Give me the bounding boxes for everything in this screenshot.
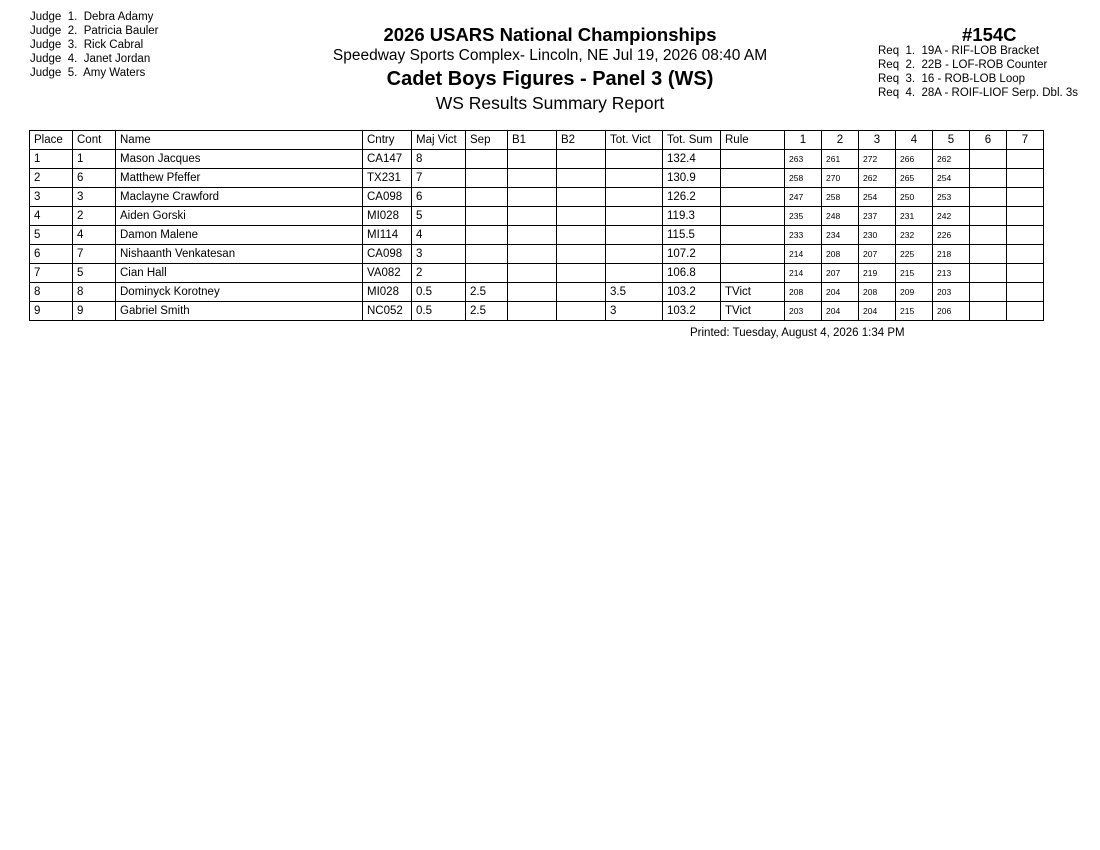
cell-cntry: MI028 — [363, 283, 412, 302]
cell-maj-vict: 3 — [412, 245, 466, 264]
cell-judge-2-score: 204 — [822, 283, 859, 302]
table-row — [30, 245, 1044, 264]
cell-place: 8 — [30, 283, 73, 302]
cell-judge-7-score — [1007, 302, 1044, 321]
event-number: #154C — [962, 24, 1017, 45]
cell-b2 — [557, 264, 606, 283]
event-title: Cadet Boys Figures - Panel 3 (WS) — [386, 68, 714, 90]
cell-judge-4-score: 266 — [896, 150, 933, 169]
cell-rule — [721, 150, 785, 169]
col-header-b1: B1 — [508, 131, 557, 150]
cell-b2 — [557, 150, 606, 169]
cell-judge-2-score: 208 — [822, 245, 859, 264]
cell-judge-2-score: 207 — [822, 264, 859, 283]
judge-name: Amy Waters — [83, 67, 146, 79]
cell-judge-2-score: 261 — [822, 150, 859, 169]
cell-b2 — [557, 169, 606, 188]
judge-number: 5. — [67, 67, 78, 79]
cell-judge-7-score — [1007, 169, 1044, 188]
cell-b1 — [508, 264, 557, 283]
judge-label: Judge — [30, 25, 62, 37]
cell-b1 — [508, 245, 557, 264]
col-header-b2: B2 — [557, 131, 606, 150]
cell-judge-7-score — [1007, 283, 1044, 302]
cell-judge-3-score: 254 — [859, 188, 896, 207]
cell-rule — [721, 226, 785, 245]
cell-name: Cian Hall — [116, 264, 363, 283]
cell-cntry: MI114 — [363, 226, 412, 245]
cell-judge-2-score: 204 — [822, 302, 859, 321]
table-row — [30, 302, 1044, 321]
cell-judge-7-score — [1007, 188, 1044, 207]
cell-tot-vict — [606, 245, 663, 264]
cell-tot-vict: 3 — [606, 302, 663, 321]
judge-line — [30, 10, 159, 24]
cell-cntry: TX231 — [363, 169, 412, 188]
cell-tot-vict — [606, 150, 663, 169]
requirement-line: Req 1. 19A - RIF-LOB Bracket — [878, 45, 1040, 57]
cell-tot-sum: 103.2 — [663, 283, 721, 302]
cell-place: 1 — [30, 150, 73, 169]
cell-tot-vict: 3.5 — [606, 283, 663, 302]
cell-judge-3-score: 237 — [859, 207, 896, 226]
cell-place: 4 — [30, 207, 73, 226]
judge-label: Judge — [30, 67, 62, 79]
cell-sep — [466, 207, 508, 226]
cell-judge-5-score: 262 — [933, 150, 970, 169]
cell-judge-1-score: 208 — [785, 283, 822, 302]
cell-tot-sum: 115.5 — [663, 226, 721, 245]
judges-list — [30, 10, 159, 80]
judge-line — [30, 52, 159, 66]
col-header-cont: Cont — [73, 131, 116, 150]
table-row — [30, 188, 1044, 207]
col-header-judge-7: 7 — [1007, 131, 1044, 150]
report-title: WS Results Summary Report — [435, 93, 665, 113]
cell-judge-1-score: 263 — [785, 150, 822, 169]
cell-cntry: MI028 — [363, 207, 412, 226]
cell-b1 — [508, 207, 557, 226]
cell-place: 5 — [30, 226, 73, 245]
cell-maj-vict: 0.5 — [412, 283, 466, 302]
cell-name: Damon Malene — [116, 226, 363, 245]
cell-name: Matthew Pfeffer — [116, 169, 363, 188]
cell-judge-1-score: 235 — [785, 207, 822, 226]
cell-cont: 5 — [73, 264, 116, 283]
judge-name: Janet Jordan — [83, 53, 151, 65]
cell-tot-sum: 119.3 — [663, 207, 721, 226]
cell-cont: 3 — [73, 188, 116, 207]
requirement-line: Req 4. 28A - ROIF-LIOF Serp. Dbl. 3s — [878, 87, 1079, 99]
table-row — [30, 207, 1044, 226]
cell-judge-6-score — [970, 264, 1007, 283]
cell-judge-7-score — [1007, 226, 1044, 245]
col-header-judge-4: 4 — [896, 131, 933, 150]
cell-b2 — [557, 283, 606, 302]
cell-b1 — [508, 169, 557, 188]
cell-judge-1-score: 214 — [785, 245, 822, 264]
cell-cont: 8 — [73, 283, 116, 302]
cell-sep — [466, 264, 508, 283]
cell-sep: 2.5 — [466, 283, 508, 302]
cell-judge-1-score: 233 — [785, 226, 822, 245]
cell-judge-1-score: 258 — [785, 169, 822, 188]
table-header-row — [30, 131, 1044, 150]
cell-sep — [466, 169, 508, 188]
cell-judge-7-score — [1007, 150, 1044, 169]
col-header-sep: Sep — [466, 131, 508, 150]
requirements-list — [878, 44, 1078, 100]
col-header-name: Name — [116, 131, 363, 150]
cell-judge-5-score: 253 — [933, 188, 970, 207]
col-header-judge-3: 3 — [859, 131, 896, 150]
cell-tot-sum: 132.4 — [663, 150, 721, 169]
cell-b2 — [557, 302, 606, 321]
table-row — [30, 283, 1044, 302]
cell-maj-vict: 4 — [412, 226, 466, 245]
col-header-judge-2: 2 — [822, 131, 859, 150]
cell-judge-3-score: 262 — [859, 169, 896, 188]
table-row — [30, 226, 1044, 245]
cell-judge-6-score — [970, 169, 1007, 188]
cell-judge-2-score: 234 — [822, 226, 859, 245]
cell-judge-6-score — [970, 188, 1007, 207]
table-row — [30, 150, 1044, 169]
cell-tot-sum: 103.2 — [663, 302, 721, 321]
col-header-cntry: Cntry — [363, 131, 412, 150]
cell-judge-4-score: 265 — [896, 169, 933, 188]
cell-judge-3-score: 207 — [859, 245, 896, 264]
col-header-place: Place — [30, 131, 73, 150]
cell-sep — [466, 150, 508, 169]
cell-rule — [721, 264, 785, 283]
cell-judge-6-score — [970, 207, 1007, 226]
col-header-judge-5: 5 — [933, 131, 970, 150]
cell-cont: 7 — [73, 245, 116, 264]
cell-judge-3-score: 230 — [859, 226, 896, 245]
cell-tot-sum: 130.9 — [663, 169, 721, 188]
judge-line — [30, 38, 159, 52]
cell-place: 2 — [30, 169, 73, 188]
cell-tot-sum: 126.2 — [663, 188, 721, 207]
cell-judge-2-score: 258 — [822, 188, 859, 207]
judge-number: 4. — [67, 53, 78, 65]
championship-title: 2026 USARS National Championships — [383, 24, 717, 45]
cell-maj-vict: 6 — [412, 188, 466, 207]
col-header-maj-vict: Maj Vict — [412, 131, 466, 150]
cell-judge-3-score: 272 — [859, 150, 896, 169]
col-header-judge-1: 1 — [785, 131, 822, 150]
cell-tot-vict — [606, 207, 663, 226]
cell-sep — [466, 188, 508, 207]
cell-b1 — [508, 226, 557, 245]
cell-rule — [721, 188, 785, 207]
cell-cont: 4 — [73, 226, 116, 245]
cell-sep — [466, 226, 508, 245]
judge-label: Judge — [30, 53, 62, 65]
cell-name: Dominyck Korotney — [116, 283, 363, 302]
cell-judge-1-score: 203 — [785, 302, 822, 321]
requirement-line: Req 3. 16 - ROB-LOB Loop — [878, 73, 1026, 85]
cell-judge-6-score — [970, 283, 1007, 302]
printed-timestamp: Printed: Tuesday, August 4, 2026 1:34 PM — [690, 327, 905, 339]
judge-number: 1. — [67, 11, 78, 23]
cell-judge-5-score: 206 — [933, 302, 970, 321]
cell-rule: TVict — [721, 283, 785, 302]
col-header-rule: Rule — [721, 131, 785, 150]
cell-judge-3-score: 204 — [859, 302, 896, 321]
cell-b1 — [508, 283, 557, 302]
cell-cntry: NC052 — [363, 302, 412, 321]
results-body — [30, 150, 1044, 321]
judge-number: 2. — [67, 25, 78, 37]
venue-date-line: Speedway Sports Complex- Lincoln, NE Jul 19, 2026 08:40 AM — [332, 47, 768, 64]
cell-tot-sum: 106.8 — [663, 264, 721, 283]
judge-name: Patricia Bauler — [83, 25, 159, 37]
cell-judge-4-score: 231 — [896, 207, 933, 226]
cell-cntry: VA082 — [363, 264, 412, 283]
table-row — [30, 169, 1044, 188]
cell-cntry: CA147 — [363, 150, 412, 169]
cell-rule — [721, 169, 785, 188]
judge-number: 3. — [67, 39, 78, 51]
judge-label: Judge — [30, 39, 62, 51]
cell-tot-vict — [606, 188, 663, 207]
col-header-judge-6: 6 — [970, 131, 1007, 150]
cell-cont: 2 — [73, 207, 116, 226]
cell-maj-vict: 8 — [412, 150, 466, 169]
cell-judge-5-score: 226 — [933, 226, 970, 245]
cell-b2 — [557, 226, 606, 245]
judge-name: Rick Cabral — [83, 39, 144, 51]
cell-judge-1-score: 214 — [785, 264, 822, 283]
judge-line — [30, 66, 159, 80]
cell-name: Maclayne Crawford — [116, 188, 363, 207]
requirement-line: Req 2. 22B - LOF-ROB Counter — [878, 59, 1048, 71]
cell-judge-4-score: 215 — [896, 302, 933, 321]
cell-cont: 1 — [73, 150, 116, 169]
cell-maj-vict: 2 — [412, 264, 466, 283]
cell-judge-7-score — [1007, 245, 1044, 264]
cell-judge-5-score: 254 — [933, 169, 970, 188]
cell-maj-vict: 0.5 — [412, 302, 466, 321]
cell-b2 — [557, 188, 606, 207]
cell-b2 — [557, 207, 606, 226]
cell-tot-vict — [606, 226, 663, 245]
cell-judge-2-score: 248 — [822, 207, 859, 226]
cell-judge-7-score — [1007, 207, 1044, 226]
cell-b2 — [557, 245, 606, 264]
cell-sep: 2.5 — [466, 302, 508, 321]
cell-judge-3-score: 208 — [859, 283, 896, 302]
cell-rule — [721, 207, 785, 226]
cell-judge-7-score — [1007, 264, 1044, 283]
col-header-tot-vict: Tot. Vict — [606, 131, 663, 150]
cell-cont: 9 — [73, 302, 116, 321]
cell-judge-3-score: 219 — [859, 264, 896, 283]
cell-maj-vict: 7 — [412, 169, 466, 188]
cell-rule: TVict — [721, 302, 785, 321]
cell-b1 — [508, 188, 557, 207]
cell-judge-4-score: 225 — [896, 245, 933, 264]
results-table — [29, 130, 1044, 321]
cell-judge-5-score: 203 — [933, 283, 970, 302]
cell-name: Nishaanth Venkatesan — [116, 245, 363, 264]
cell-rule — [721, 245, 785, 264]
cell-judge-6-score — [970, 302, 1007, 321]
cell-judge-2-score: 270 — [822, 169, 859, 188]
cell-cont: 6 — [73, 169, 116, 188]
cell-place: 7 — [30, 264, 73, 283]
col-header-tot-sum: Tot. Sum — [663, 131, 721, 150]
judge-label: Judge — [30, 11, 62, 23]
cell-tot-sum: 107.2 — [663, 245, 721, 264]
cell-judge-5-score: 242 — [933, 207, 970, 226]
table-row — [30, 264, 1044, 283]
cell-cntry: CA098 — [363, 245, 412, 264]
cell-judge-4-score: 215 — [896, 264, 933, 283]
cell-name: Mason Jacques — [116, 150, 363, 169]
cell-tot-vict — [606, 264, 663, 283]
cell-place: 3 — [30, 188, 73, 207]
cell-cntry: CA098 — [363, 188, 412, 207]
cell-name: Gabriel Smith — [116, 302, 363, 321]
cell-judge-6-score — [970, 245, 1007, 264]
cell-sep — [466, 245, 508, 264]
cell-judge-5-score: 218 — [933, 245, 970, 264]
report-header — [300, 24, 800, 114]
judge-line — [30, 24, 159, 38]
cell-judge-1-score: 247 — [785, 188, 822, 207]
cell-name: Aiden Gorski — [116, 207, 363, 226]
cell-b1 — [508, 302, 557, 321]
judge-name: Debra Adamy — [83, 11, 154, 23]
cell-place: 6 — [30, 245, 73, 264]
cell-tot-vict — [606, 169, 663, 188]
cell-judge-4-score: 250 — [896, 188, 933, 207]
cell-judge-4-score: 209 — [896, 283, 933, 302]
cell-maj-vict: 5 — [412, 207, 466, 226]
cell-b1 — [508, 150, 557, 169]
cell-judge-4-score: 232 — [896, 226, 933, 245]
cell-judge-6-score — [970, 226, 1007, 245]
cell-place: 9 — [30, 302, 73, 321]
cell-judge-5-score: 213 — [933, 264, 970, 283]
cell-judge-6-score — [970, 150, 1007, 169]
